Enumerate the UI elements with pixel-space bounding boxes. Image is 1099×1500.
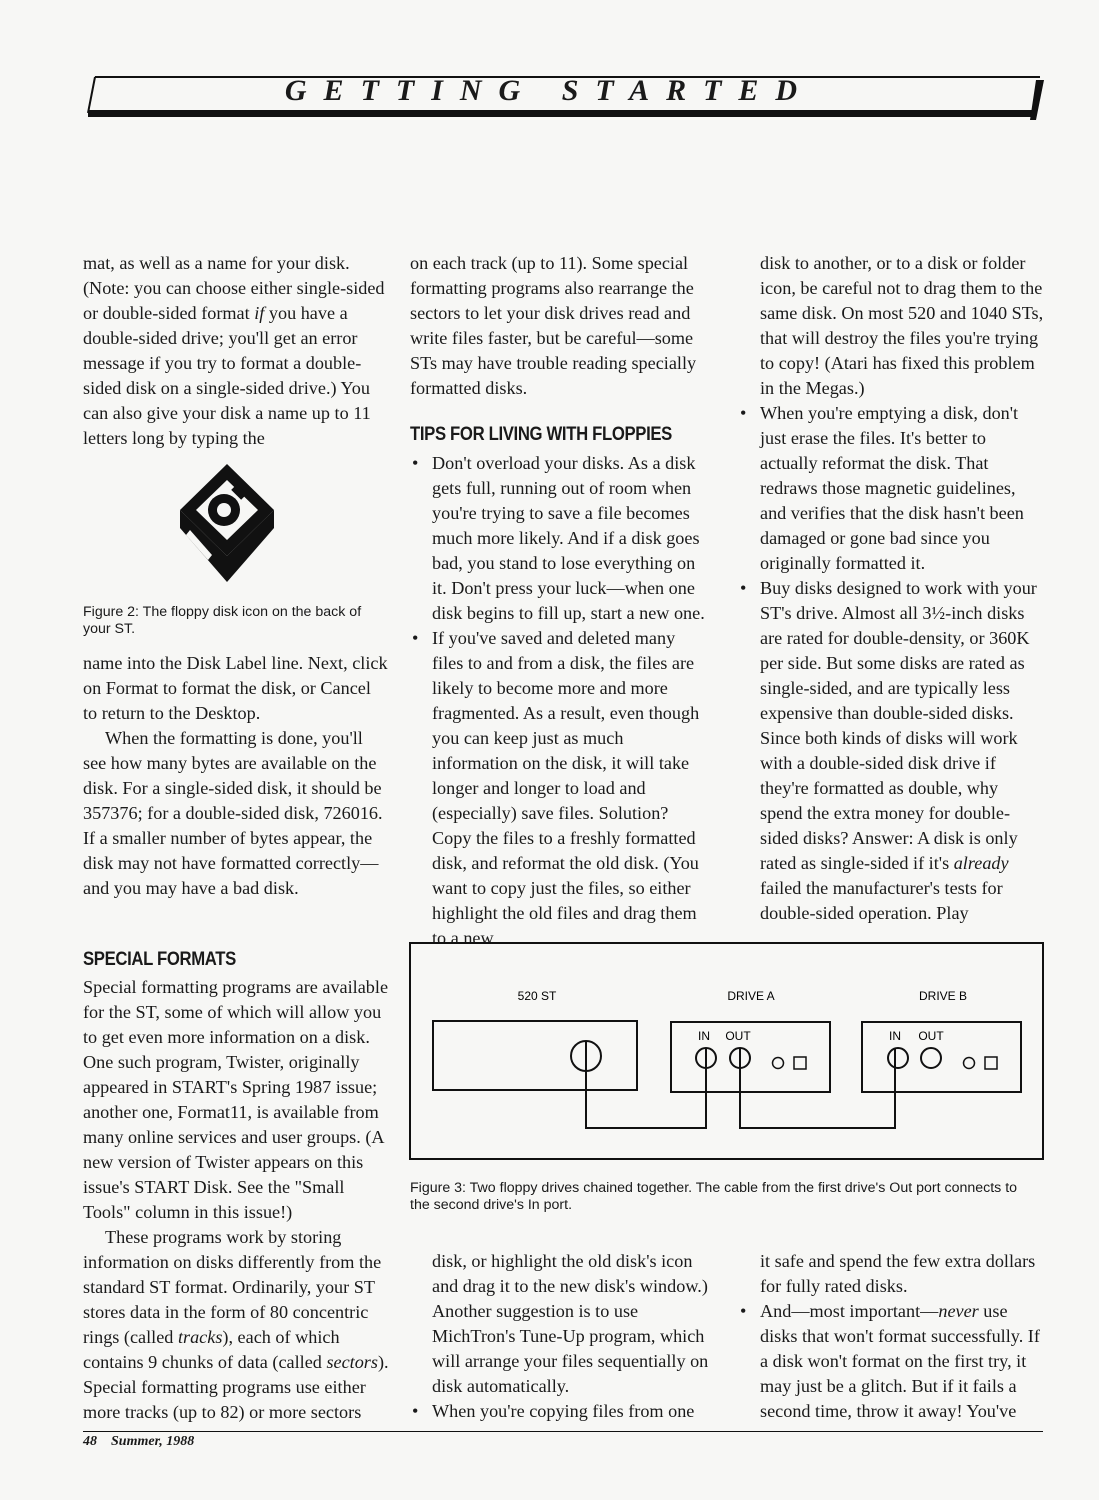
drive-b-in-label: IN <box>889 1029 901 1043</box>
list-item: • When you're copying files from one <box>410 1399 710 1424</box>
paragraph: it safe and spend the few extra dollars for fully rated disks. <box>760 1251 1036 1296</box>
drive-b-light <box>964 1058 975 1069</box>
drive-b-switch <box>985 1057 997 1069</box>
column-3-lower <box>738 1249 1044 1424</box>
heading-special-formats: SPECIAL FORMATS <box>83 949 236 970</box>
drive-b-out-port <box>921 1048 941 1068</box>
list-item: • Buy disks designed to work with your ST's drive. Almost all 3½-inch disks are rated for double-density, or 360K per side. But some disks are rated as single-sided, and are typically less expensive than double-sided disks. Since both kinds of disks will work with a double-sided disk drive if they're formatted as double, why spend the extra money for double-sided disks? Answer: A disk is only rated as single-sided if it's already failed the manufacturer's tests for double-sided operation. Play <box>738 576 1044 926</box>
drive-a-in-label: IN <box>698 1029 710 1043</box>
label-drive-b: DRIVE B <box>918 989 968 1003</box>
figure-2-caption: Figure 2: The floppy disk icon on the back of your ST. <box>83 604 362 637</box>
issue-date: Summer, 1988 <box>111 1434 195 1449</box>
footer-rule <box>83 1431 1043 1432</box>
drive-a-out-label: OUT <box>725 1029 751 1043</box>
paragraph: These programs work by storing information on disks differently from the standard ST format. Ordinarily, your ST stores data in the form of 80 concentric rings (called tracks), each of which contains 9 chunks of data (called sectors). Special formatting programs use either more tracks (up to 82) or more sectors <box>83 1227 389 1422</box>
paragraph: on each track (up to 11). Some special formatting programs also rearrange the sectors to let your disk drives read and write files faster, but be careful—some STs may have trouble reading specially formatted disks. <box>410 253 697 398</box>
list-item: • When you're emptying a disk, don't just erase the files. It's better to actually reformat the disk. That redraws those magnetic guidelines, and verifies that the disk hasn't been damaged or gone bad since you originally formatted it. <box>738 401 1044 576</box>
heading-tips: TIPS FOR LIVING WITH FLOPPIES <box>410 424 672 445</box>
paragraph: name into the Disk Label line. Next, click on Format to format the disk, or Cancel to return to the Desktop. <box>83 653 388 723</box>
column-2-lower <box>410 1249 710 1424</box>
paragraph: When the formatting is done, you'll see how many bytes are available on the disk. For a single-sided disk, it should be 357376; for a double-sided disk, 726016. If a smaller number of bytes appear, the disk may not have formatted correctly—and you may have a bad disk. <box>83 728 383 898</box>
label-520-st: 520 ST <box>517 989 557 1003</box>
list-item: • If you've saved and deleted many files to and from a disk, the files are likely to become more and more fragmented. As a result, even though you can keep just as much information on the disk, it will take longer and longer to load and (especially) save files. Solution? Copy the files to a freshly formatted disk, and reformat the old disk. (You want to copy just the files, so either highlight the old files and drag them to a new <box>410 626 710 951</box>
list-item: • And—most important—never use disks that won't format successfully. If a disk won't format on the first try, it may just be a glitch. But if it fails a second time, throw it away! You've <box>738 1299 1044 1424</box>
cable-computer-to-drive-a <box>586 1042 706 1128</box>
drive-b-out-label: OUT <box>918 1029 944 1043</box>
drive-a-switch <box>794 1057 806 1069</box>
tips-list-lower-2 <box>738 1299 1044 1424</box>
drive-a-light <box>773 1058 784 1069</box>
tips-list-lower <box>410 1399 710 1424</box>
list-item: • Don't overload your disks. As a disk gets full, running out of room when you're trying to save a file becomes much more likely. And if a disk goes bad, you stand to lose everything on it. Don't press your luck—when one disk begins to fill up, start a new one. <box>410 451 710 626</box>
page-footer <box>83 1434 194 1450</box>
figure-3-caption: Figure 3: Two floppy drives chained together. The cable from the first drive's Out port connects to the second drive's In port. <box>410 1180 1018 1213</box>
cable-drive-a-to-drive-b <box>740 1048 895 1128</box>
drive-b-in-port <box>888 1048 908 1068</box>
paragraph: mat, as well as a name for your disk. (Note: you can choose either single-sided or double-sided format if you have a double-sided drive; you'll get an error message if you try to format a double-sided disk on a single-sided drive.) You can also give your disk a name up to 11 letters long by typing the <box>83 253 385 448</box>
paragraph: disk, or highlight the old disk's icon and drag it to the new disk's window.) Another suggestion is to use MichTron's Tune-Up program, which will arrange your files sequentially on disk automatically. <box>432 1251 709 1396</box>
page-number: 48 <box>83 1434 97 1449</box>
computer-box <box>433 1021 637 1090</box>
paragraph: disk to another, or to a disk or folder icon, be careful not to drag them to the same disk. On most 520 and 1040 STs, that will destroy the files you're trying to copy! (Atari has fixed this problem in the Megas.) <box>760 253 1044 398</box>
label-drive-a: DRIVE A <box>727 989 775 1003</box>
paragraph: Special formatting programs are available for the ST, some of which will allow you to get even more information on a disk. One such program, Twister, originally appeared in START's Spring 1987 issue; another one, Format11, is available from many online services and user groups. (A new version of Twister appears on this issue's START Disk. See the "Small Tools" column in this issue!) <box>83 977 389 1222</box>
section-title: GETTING STARTED <box>284 74 815 107</box>
figure-3-frame <box>410 943 1043 1159</box>
